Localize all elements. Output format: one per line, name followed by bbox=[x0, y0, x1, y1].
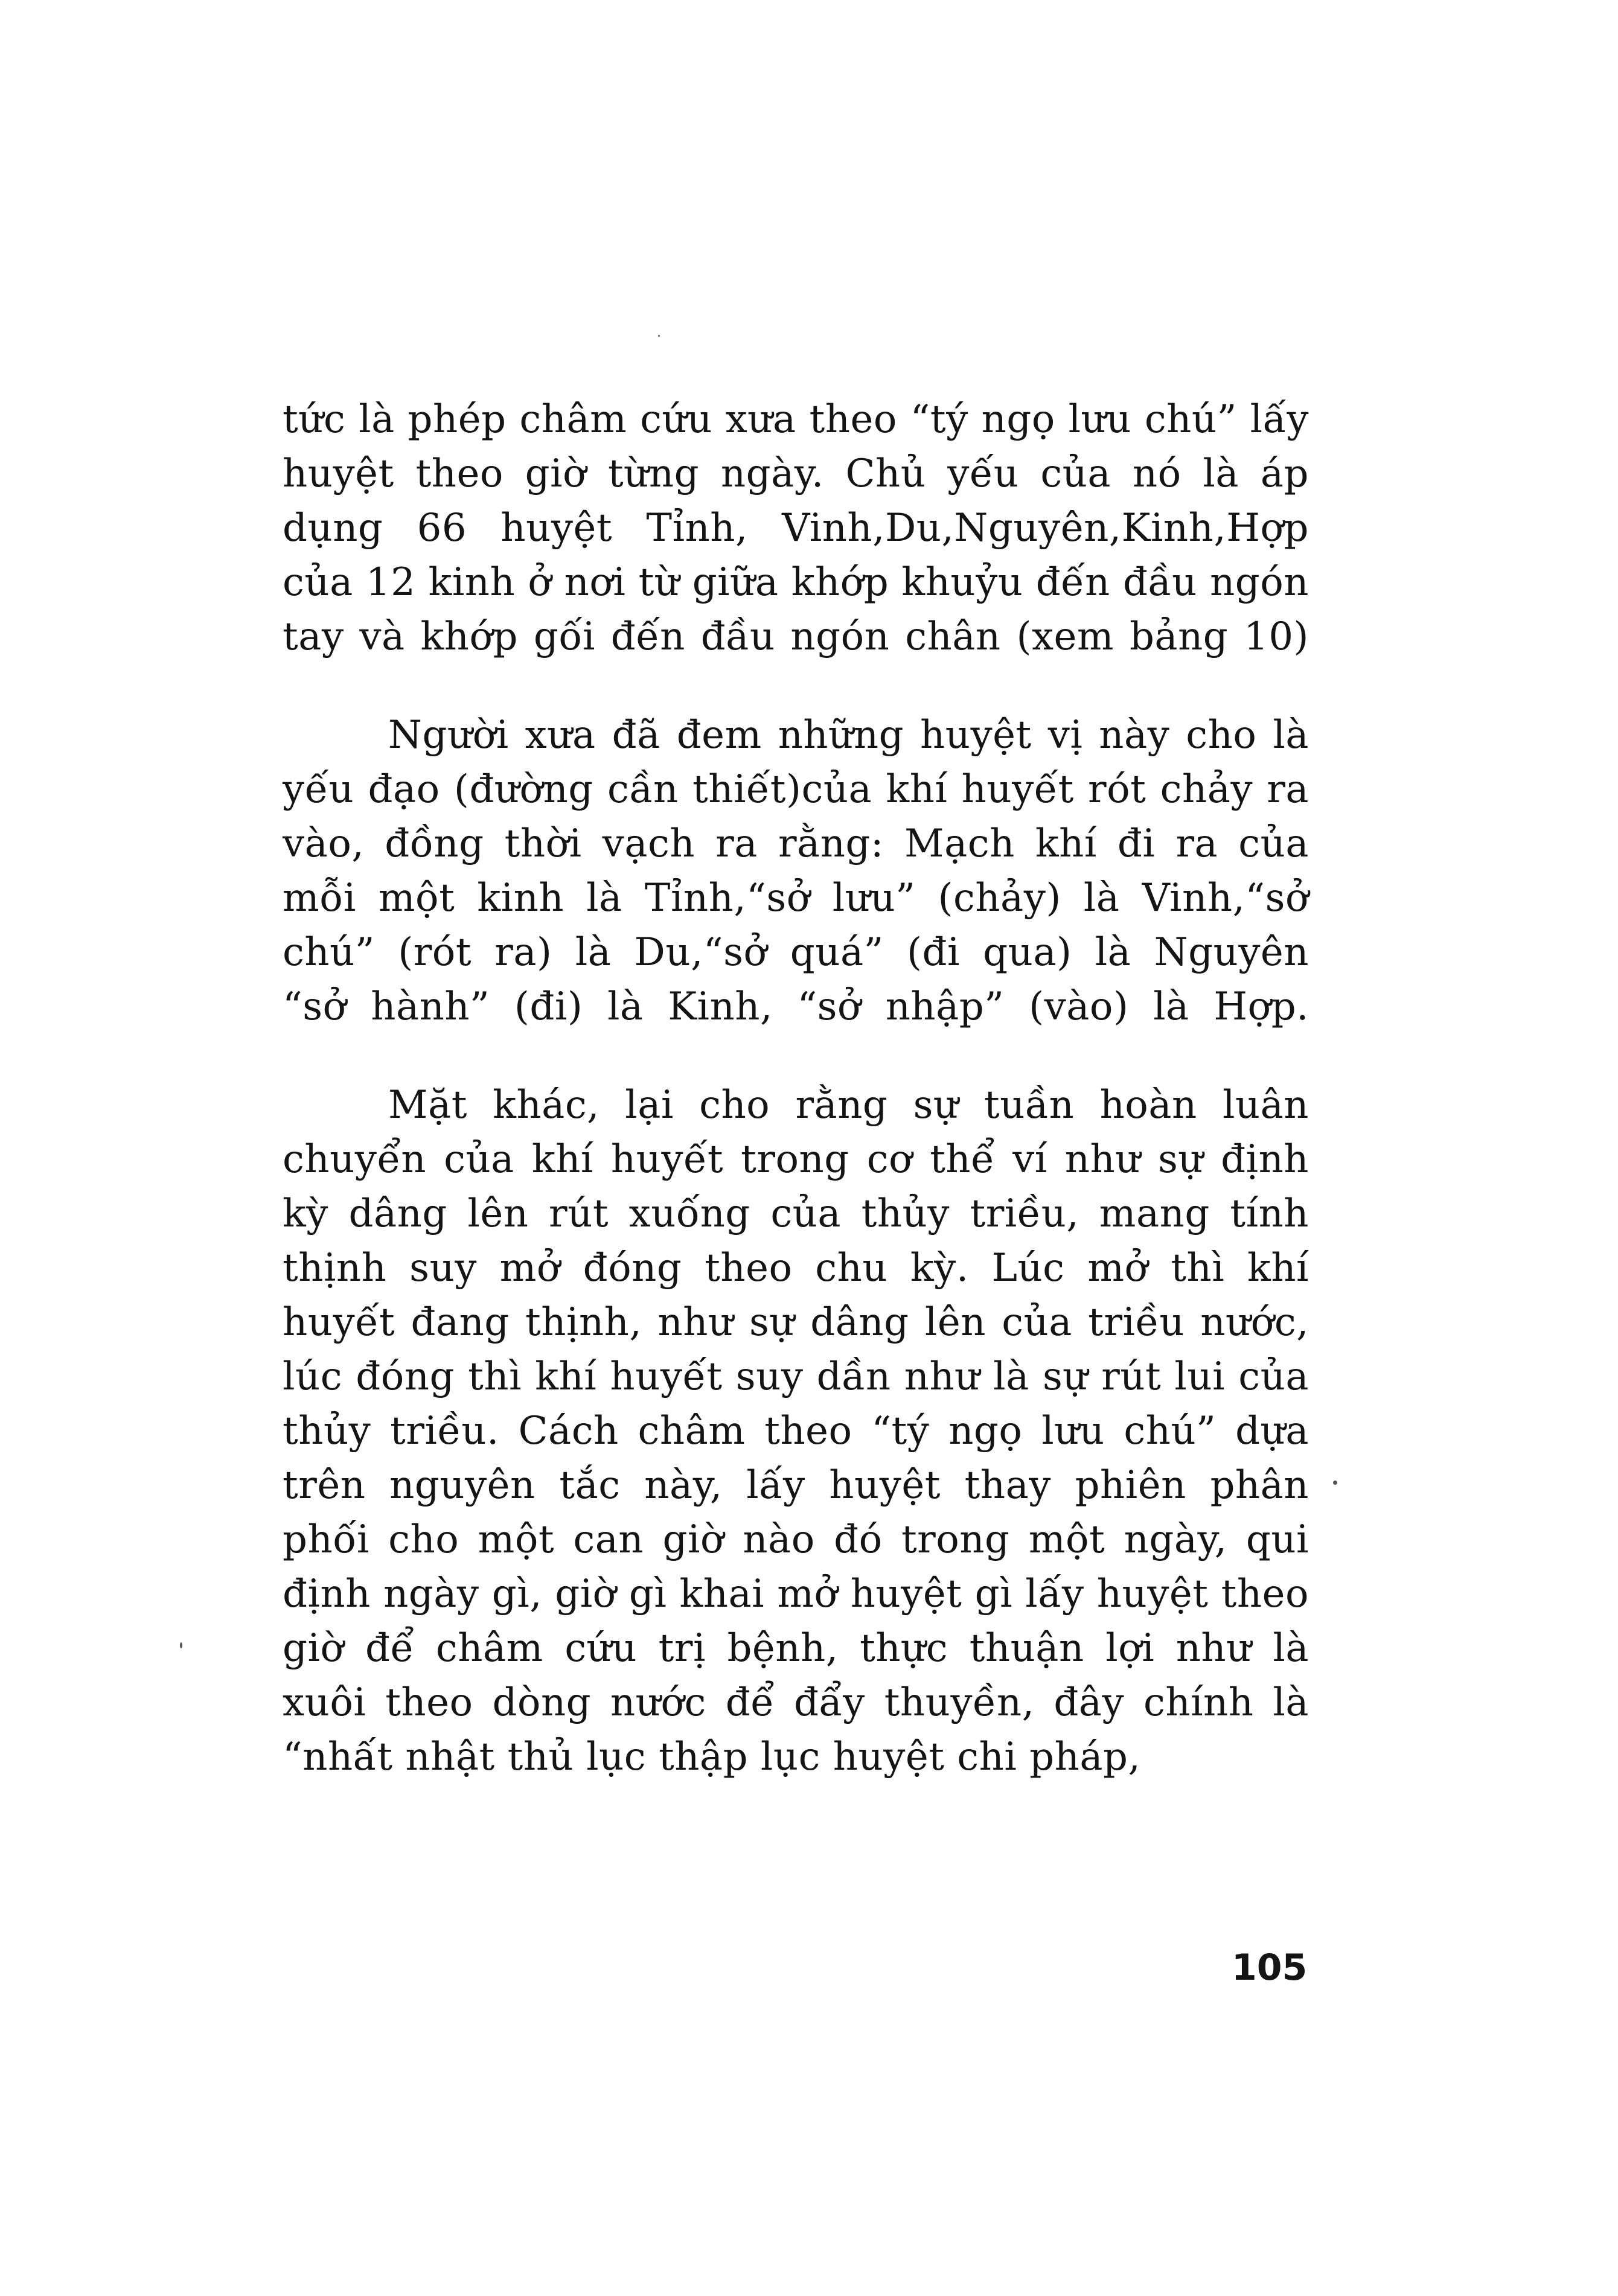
text-line: mỗi một kinh là Tỉnh,“sở lưu” (chảy) là Vinh,“sở bbox=[283, 876, 1309, 920]
paragraph-2 bbox=[283, 708, 1309, 1034]
scan-speck bbox=[658, 335, 660, 337]
paragraph-gap bbox=[283, 1034, 1309, 1078]
text-line: Người xưa đã đem những huyệt vị này cho là bbox=[388, 713, 1309, 757]
text-line: của 12 kinh ở nơi từ giữa khớp khuỷu đến đầu ngón bbox=[283, 560, 1309, 605]
text-line: chú” (rót ra) là Du,“sở quá” (đi qua) là Nguyên bbox=[283, 930, 1309, 975]
paragraph-1 bbox=[283, 392, 1309, 664]
scan-speck bbox=[180, 1642, 182, 1648]
text-line: “nhất nhật thủ lục thập lục huyệt chi pháp, bbox=[283, 1735, 1141, 1779]
text-line: trên nguyên tắc này, lấy huyệt thay phiên phân bbox=[283, 1463, 1309, 1508]
text-line: thủy triều. Cách châm theo “tý ngọ lưu chú” dựa bbox=[283, 1409, 1309, 1453]
paragraph-3 bbox=[283, 1078, 1309, 1784]
text-line: phối cho một can giờ nào đó trong một ngày, qui bbox=[283, 1517, 1309, 1562]
text-line: thịnh suy mở đóng theo chu kỳ. Lúc mở thì khí bbox=[283, 1246, 1309, 1290]
text-line: kỳ dâng lên rút xuống của thủy triều, mang tính bbox=[283, 1191, 1309, 1236]
text-line: huyệt theo giờ từng ngày. Chủ yếu của nó là áp bbox=[283, 451, 1309, 496]
text-line: “sở hành” (đi) là Kinh, “sở nhập” (vào) là Hợp. bbox=[283, 984, 1309, 1029]
text-line: tức là phép châm cứu xưa theo “tý ngọ lưu chú” lấy bbox=[283, 397, 1309, 442]
text-line: chuyển của khí huyết trong cơ thể ví như sự định bbox=[283, 1137, 1309, 1182]
text-line: lúc đóng thì khí huyết suy dần như là sự rút lui của bbox=[283, 1354, 1309, 1399]
scan-speck bbox=[1333, 1481, 1337, 1485]
text-line: xuôi theo dòng nước để đẩy thuyền, đây chính là bbox=[283, 1680, 1309, 1725]
text-line: giờ để châm cứu trị bệnh, thực thuận lợi như là bbox=[283, 1626, 1309, 1671]
text-line: tay và khớp gối đến đầu ngón chân (xem bảng 10) bbox=[283, 614, 1309, 659]
paragraph-gap bbox=[283, 664, 1309, 708]
text-line: dụng 66 huyệt Tỉnh, Vinh,Du,Nguyên,Kinh,Hợp bbox=[283, 506, 1309, 550]
body-text bbox=[283, 392, 1309, 1784]
page-number: 105 bbox=[1232, 1947, 1308, 1989]
text-line: Mặt khác, lại cho rằng sự tuần hoàn luân bbox=[388, 1083, 1309, 1127]
text-line: huyết đang thịnh, như sự dâng lên của triều nước, bbox=[283, 1300, 1309, 1345]
text-line: yếu đạo (đường cần thiết)của khí huyết rót chảy ra bbox=[283, 767, 1309, 812]
text-line: định ngày gì, giờ gì khai mở huyệt gì lấy huyệt theo bbox=[283, 1572, 1309, 1616]
text-line: vào, đồng thời vạch ra rằng: Mạch khí đi ra của bbox=[283, 821, 1309, 866]
